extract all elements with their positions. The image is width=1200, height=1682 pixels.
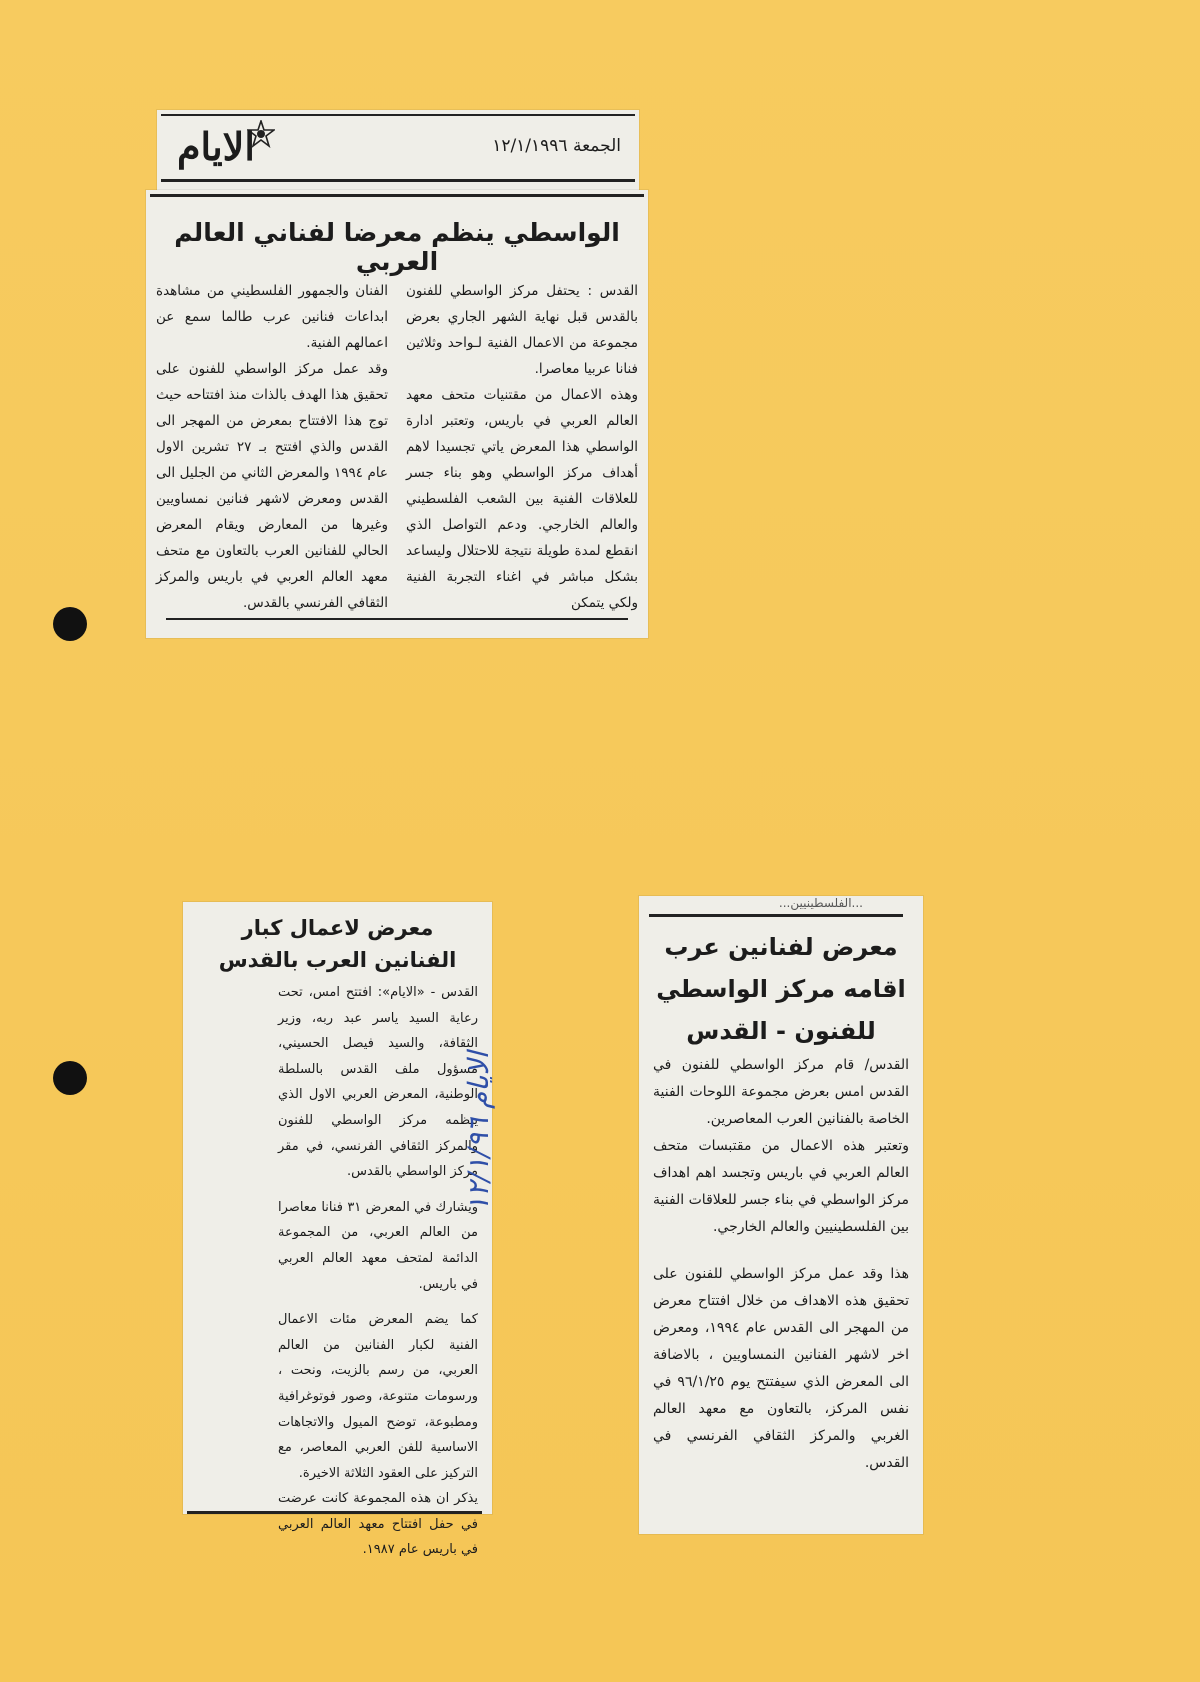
article-wasiti-center-exhibit <box>639 896 923 1534</box>
newspaper-logo: الايام <box>177 124 255 169</box>
newspaper-masthead <box>157 110 639 190</box>
article-paragraph: القدس/ قام مركز الواسطي للفنون في القدس امس بعرض مجموعة اللوحات الفنية الخاصة بالفنانين العرب المعاصرين. <box>653 1057 909 1127</box>
article-paragraph: هذا وقد عمل مركز الواسطي للفنون على تحقيق هذه الاهداف من خلال افتتاح معرض من المهجر الى القدس عام ١٩٩٤، ومعرض اخر لاشهر الفنانين النمساويين ، بالاضافة الى المعرض الذي سيفتتح يوم ٩٦/١/٢٥ في نفس المركز، بالتعاون مع معهد العالم الغربي والمركز الثقافي الفرنسي في القدس. <box>653 1266 909 1471</box>
headline-line: الفنانين العرب بالقدس <box>218 948 457 972</box>
article-paragraph: يذكر ان هذه المجموعة كانت عرضت في حفل افتتاح معهد العالم العربي في باريس عام ١٩٨٧. <box>278 1491 478 1558</box>
issue-date: الجمعة ١٢/١/١٩٩٦ <box>492 136 621 156</box>
cut-off-text: ...الفلسطينيين... <box>778 896 863 910</box>
article-left-column <box>156 278 388 616</box>
article-paragraph: ويشارك في المعرض ٣١ فنانا معاصرا من العالم العربي، من المجموعة الدائمة لمتحف معهد العالم العربي في باريس. <box>278 1199 478 1292</box>
article-wasiti-exhibition <box>146 190 648 638</box>
masthead-top-rule <box>161 114 635 116</box>
article-paragraph: الفنان والجمهور الفلسطيني من مشاهدة ابداعات فنانين عرب طالما سمع عن اعمالهم الفنية. <box>156 283 388 351</box>
masthead-bottom-rule <box>161 179 635 182</box>
punch-hole-bottom <box>53 1061 87 1095</box>
headline-line: اقامه مركز الواسطي <box>656 975 906 1003</box>
article-bottom-rule <box>166 618 628 620</box>
article-headline <box>193 912 482 976</box>
article-paragraph: القدس : يحتفل مركز الواسطي للفنون بالقدس قبل نهاية الشهر الجاري بعرض مجموعة من الاعمال الفنية لـواحد وثلاثين فنانا عربيا معاصرا. <box>406 283 638 377</box>
article-top-rule <box>150 194 644 197</box>
article-right-column <box>406 278 638 616</box>
headline-line: معرض لاعمال كبار <box>241 916 434 940</box>
article-paragraph: وتعتبر هذه الاعمال من مقتبسات متحف العالم العربي في باريس وتجسد اهم اهداف مركز الواسطي في بناء جسر للعلاقات الفنية بين الفلسطينيين والعالم الخارجي. <box>652 1138 909 1235</box>
article-headline <box>645 926 917 1052</box>
article-arab-artists-jerusalem <box>183 902 492 1558</box>
headline-line: معرض لفنانين عرب <box>664 933 898 961</box>
article-column <box>653 1052 909 1477</box>
article-paragraph: وهذه الاعمال من مقتنيات متحف معهد العالم العربي في باريس، وتعتبر ادارة الواسطي هذا المعرض ياتي تجسيدا لاهم أهداف مركز الواسطي وهو بناء جسر للعلاقات الفنية بين الشعب الفلسطيني والعالم الخارجي. ودعم التواصل الذي انقطع لمدة طويلة نتيجة للاحتلال وليساعد بشكل مباشر في اغناء التجربة الفنية ولكي يتمكن <box>406 387 638 611</box>
punch-hole-top <box>53 607 87 641</box>
article-paragraph: وقد عمل مركز الواسطي للفنون على تحقيق هذا الهدف بالذات منذ افتتاحه حيث توج هذا الافتتاح بمعرض من المهجر الى القدس والذي افتتح بـ ٢٧ تشرين الاول عام ١٩٩٤ والمعرض الثاني من الجليل الى القدس ومعرض لاشهر فنانين نمساويين وغيرها من المعارض ويقام المعرض الحالي للفنانين العرب بالتعاون مع متحف معهد العالم العربي في باريس والمركز الثقافي الفرنسي بالقدس. <box>156 361 388 611</box>
article-paragraph: القدس - «الايام»: افتتح امس، تحت رعاية السيد ياسر عبد ربه، وزير الثقافة، والسيد فيصل الحسيني، مسؤول ملف القدس بالسلطة الوطنية، المعرض العربي الاول الذي ينظمه مركز الواسطي للفنون والمركز الثقافي الفرنسي، في مقر مركز الواسطي بالقدس. <box>278 985 478 1180</box>
article-bottom-rule <box>187 1511 482 1514</box>
headline-line: للفنون - القدس <box>686 1017 876 1045</box>
handwritten-date-note: الايام ١٢/١/٩٦ <box>462 1051 495 1213</box>
article-paragraph: كما يضم المعرض مئات الاعمال الفنية لكبار الفنانين من العالم العربي، من رسم بالزيت، ونحت ، ورسومات متنوعة، وصور فوتوغرافية ومطبوعة، توضح الميول والاتجاهات الاساسية للفن العربي المعاصر، مع التركيز على العقود الثلاثة الاخيرة. <box>278 1312 478 1481</box>
article-column <box>278 980 478 1563</box>
article-top-rule <box>649 914 903 917</box>
article-headline: الواسطي ينظم معرضا لفناني العالم العربي <box>174 218 620 276</box>
